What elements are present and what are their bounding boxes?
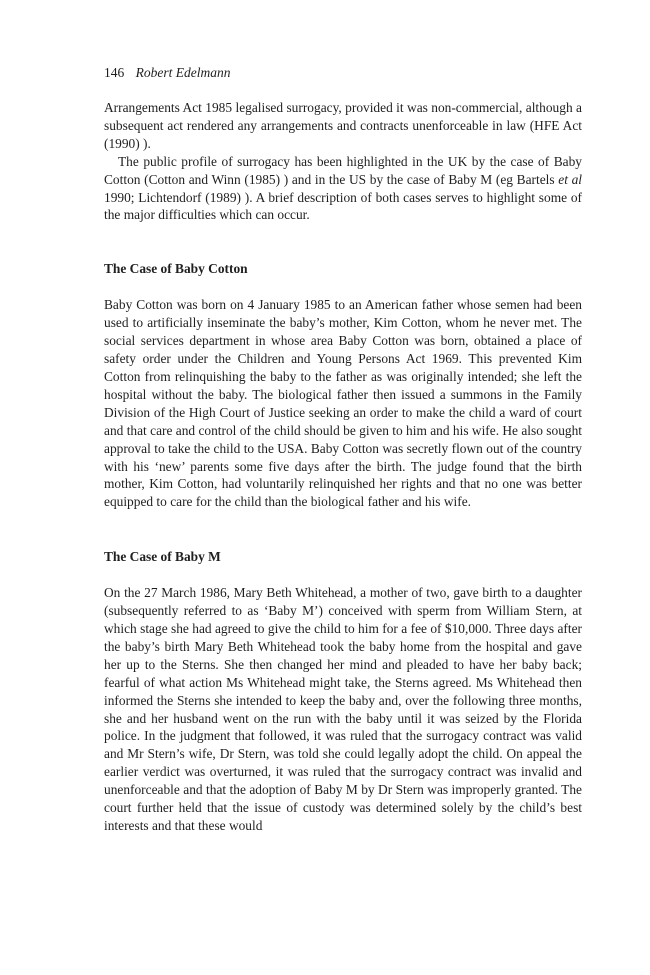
section-heading-baby-cotton: The Case of Baby Cotton <box>104 261 248 277</box>
intro-paragraph-1: Arrangements Act 1985 legalised surrogacy, provided it was non-commercial, although a subsequent act rendered any arrangements and contracts unenforceable in law (HFE Act (1990) ). <box>104 100 582 151</box>
intro-paragraph-2-et-al: et al <box>558 171 582 187</box>
baby-cotton-paragraph: Baby Cotton was born on 4 January 1985 to an American father whose semen had been used to artificially inseminate the baby’s mother, Kim Cotton, whom he never met. The social services department in whose area Baby Cotton was born, obtained a place of safety order under the Children and Young Persons Act 1969. This prevented Kim Cotton from relinquishing the baby to the father as was originally intended; she left the hospital without the baby. The biological father then issued a summons in the Family Division of the High Court of Justice seeking an order to make the child a ward of court and that care and control of the child should be given to him and his wife. He also sought approval to take the child to the USA. Baby Cotton was secretly flown out of the country with his ‘new’ parents some five days after the birth. The judge found that the birth mother, Kim Cotton, had voluntarily relinquished her rights and that no one was better equipped to care for the child than the biological father and his wife. <box>104 297 582 510</box>
intro-paragraph-2-text-a: The public profile of surrogacy has been highlighted in the UK by the case of Baby Cotton (Cotton and Winn (1985) ) and in the US by the case of Baby M (eg Bartels <box>104 153 582 187</box>
running-head <box>104 64 582 82</box>
page-number: 146 <box>104 65 125 80</box>
baby-m-paragraph: On the 27 March 1986, Mary Beth Whitehead, a mother of two, gave birth to a daughter (subsequently referred to as ‘Baby M’) conceived with sperm from William Stern, at which stage she had agreed to give the child to him for a fee of $10,000. Three days after the baby’s birth Mary Beth Whitehead took the baby home from the hospital and gave her up to the Sterns. She then changed her mind and pleaded to have her baby back; fearful of what action Ms Whitehead might take, the Sterns agreed. Ms Whitehead then informed the Sterns she intended to keep the baby and, over the following three months, she and her husband went on the run with the baby until it was seized by the Florida police. In the judgment that followed, it was ruled that the surrogacy contract was valid and Mr Stern’s wife, Dr Stern, was told she could legally adopt the child. On appeal the earlier verdict was overturned, it was ruled that the surrogacy contract was invalid and unenforceable and that the adoption of Baby M by Dr Stern was improperly granted. The court further held that the issue of custody was determined solely by the child’s best interests and that these would <box>104 585 582 833</box>
section-heading-baby-m: The Case of Baby M <box>104 549 221 565</box>
book-page <box>104 64 582 835</box>
intro-paragraph-2-text-b: 1990; Lichtendorf (1989) ). A brief description of both cases serves to highlight some of the major difficulties which can occur. <box>104 189 582 223</box>
intro-paragraph-2 <box>104 153 582 225</box>
running-head-author: Robert Edelmann <box>135 65 231 80</box>
